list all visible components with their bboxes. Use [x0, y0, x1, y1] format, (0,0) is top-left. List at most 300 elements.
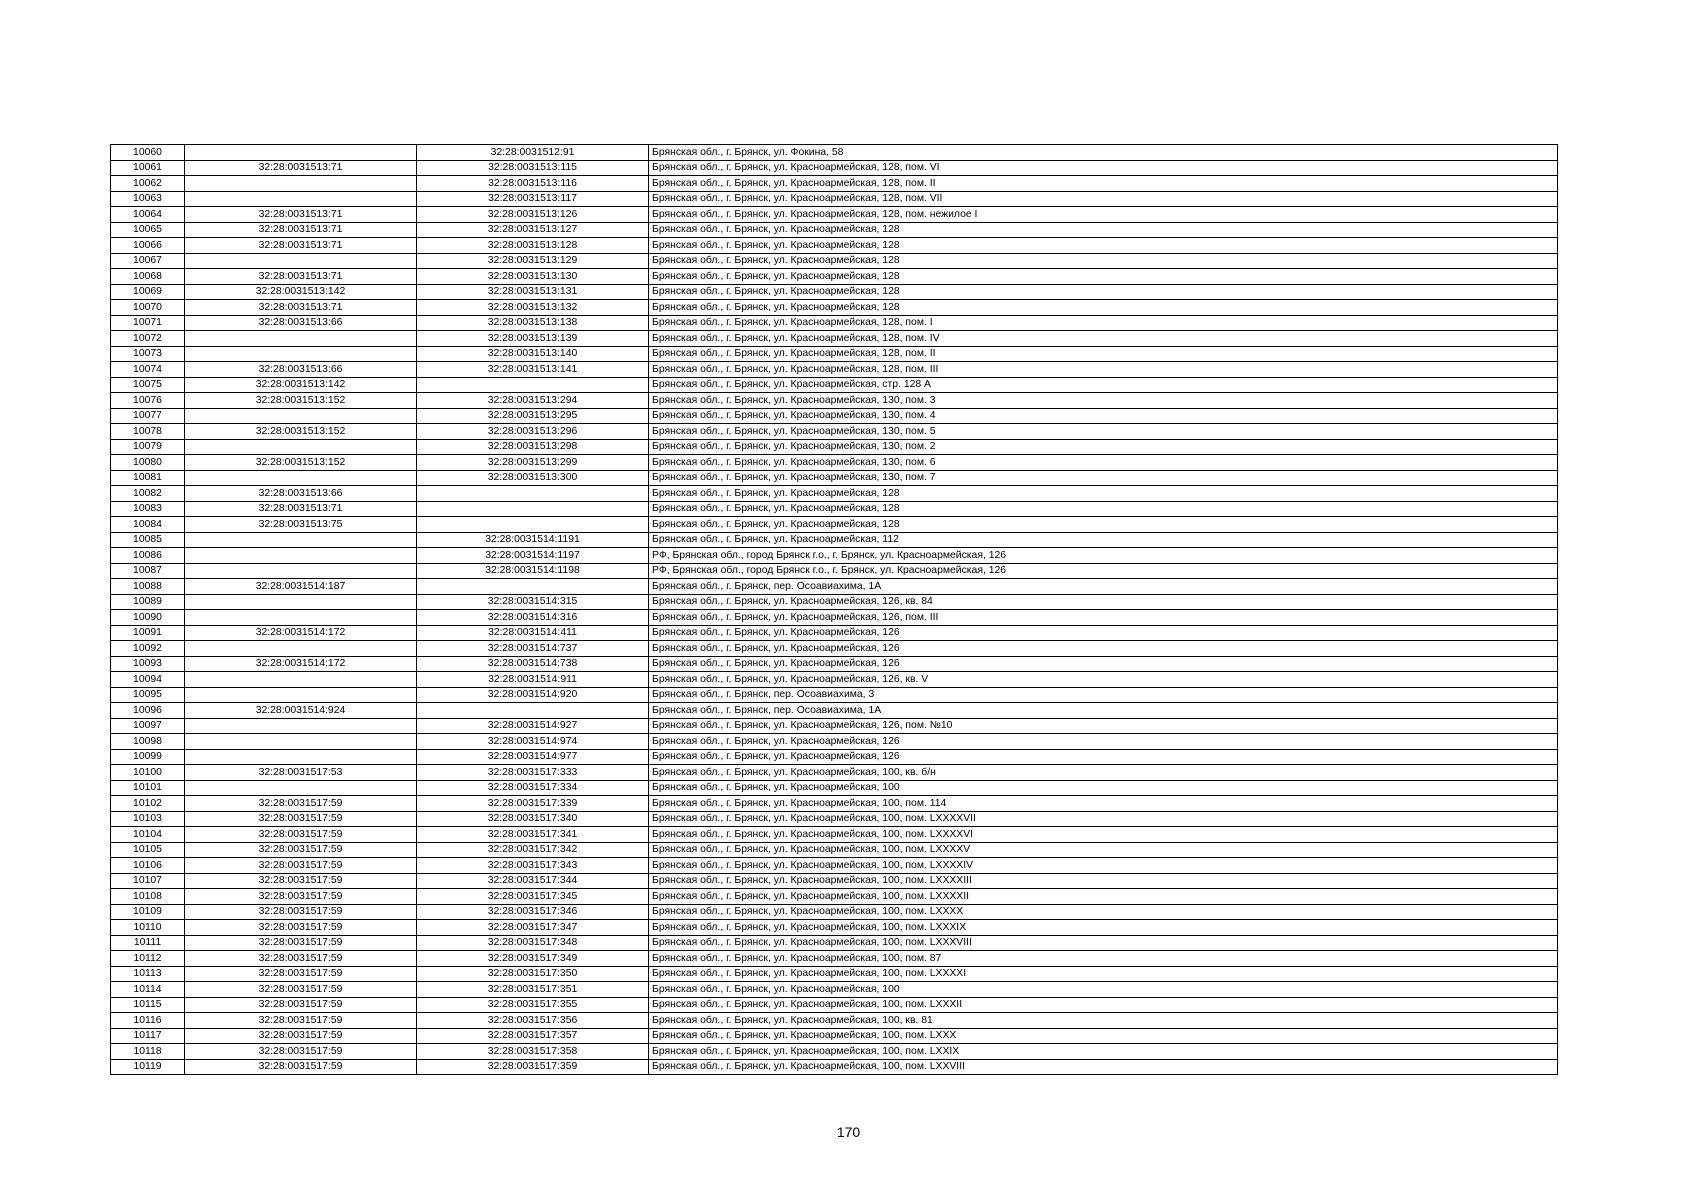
address: Брянская обл., г. Брянск, ул. Красноармейская, 100 [649, 982, 1558, 998]
address: Брянская обл., г. Брянск, ул. Красноармейская, 128, пом. IV [649, 331, 1558, 347]
parent-cadastral-number: 32:28:0031513:142 [185, 284, 417, 300]
address: Брянская обл., г. Брянск, ул. Красноармейская, 100, пом. LXXXXVII [649, 811, 1558, 827]
address: Брянская обл., г. Брянск, ул. Красноармейская, 126, кв. V [649, 672, 1558, 688]
table-row [111, 176, 1558, 192]
table-row [111, 486, 1558, 502]
row-number: 10074 [111, 362, 185, 378]
table-row [111, 672, 1558, 688]
cadastral-number: 32:28:0031513:294 [417, 393, 649, 409]
table-row [111, 315, 1558, 331]
row-number: 10114 [111, 982, 185, 998]
table-row [111, 951, 1558, 967]
parent-cadastral-number: 32:28:0031517:53 [185, 765, 417, 781]
row-number: 10073 [111, 346, 185, 362]
cadastral-number: 32:28:0031513:295 [417, 408, 649, 424]
row-number: 10075 [111, 377, 185, 393]
parent-cadastral-number: 32:28:0031517:59 [185, 935, 417, 951]
parent-cadastral-number: 32:28:0031517:59 [185, 858, 417, 874]
cadastral-number: 32:28:0031514:977 [417, 749, 649, 765]
parent-cadastral-number: 32:28:0031517:59 [185, 796, 417, 812]
address: Брянская обл., г. Брянск, ул. Красноармейская, 126 [649, 734, 1558, 750]
table-row [111, 377, 1558, 393]
table-row [111, 439, 1558, 455]
table-row [111, 1059, 1558, 1075]
parent-cadastral-number: 32:28:0031517:59 [185, 904, 417, 920]
parent-cadastral-number [185, 687, 417, 703]
address: Брянская обл., г. Брянск, ул. Красноармейская, 128, пом. III [649, 362, 1558, 378]
cadastral-number: 32:28:0031517:359 [417, 1059, 649, 1075]
cadastral-number: 32:28:0031513:116 [417, 176, 649, 192]
table-row [111, 424, 1558, 440]
address: Брянская обл., г. Брянск, ул. Красноармейская, 130, пом. 5 [649, 424, 1558, 440]
address: Брянская обл., г. Брянск, ул. Красноармейская, 100, пом. LXXXXI [649, 966, 1558, 982]
row-number: 10092 [111, 641, 185, 657]
address: Брянская обл., г. Брянск, ул. Красноармейская, 128, пом. I [649, 315, 1558, 331]
cadastral-number: 32:28:0031517:358 [417, 1044, 649, 1060]
row-number: 10063 [111, 191, 185, 207]
address: Брянская обл., г. Брянск, пер. Осоавиахима, 1А [649, 703, 1558, 719]
parent-cadastral-number [185, 749, 417, 765]
parent-cadastral-number [185, 532, 417, 548]
cadastral-number: 32:28:0031513:140 [417, 346, 649, 362]
table-row [111, 269, 1558, 285]
address: Брянская обл., г. Брянск, ул. Красноармейская, 128, пом. II [649, 346, 1558, 362]
row-number: 10091 [111, 625, 185, 641]
table-row [111, 455, 1558, 471]
parent-cadastral-number [185, 718, 417, 734]
table-row [111, 796, 1558, 812]
parent-cadastral-number: 32:28:0031513:152 [185, 393, 417, 409]
row-number: 10079 [111, 439, 185, 455]
parent-cadastral-number: 32:28:0031513:142 [185, 377, 417, 393]
cadastral-number: 32:28:0031513:131 [417, 284, 649, 300]
table-row [111, 548, 1558, 564]
parent-cadastral-number: 32:28:0031513:71 [185, 222, 417, 238]
parent-cadastral-number: 32:28:0031517:59 [185, 951, 417, 967]
cadastral-number: 32:28:0031513:132 [417, 300, 649, 316]
cadastral-number: 32:28:0031514:974 [417, 734, 649, 750]
cadastral-number: 32:28:0031513:138 [417, 315, 649, 331]
row-number: 10085 [111, 532, 185, 548]
address: Брянская обл., г. Брянск, ул. Красноармейская, 128, пом. VII [649, 191, 1558, 207]
address: Брянская обл., г. Брянск, ул. Красноармейская, 100, пом. LXXXII [649, 997, 1558, 1013]
cadastral-number: 32:28:0031517:334 [417, 780, 649, 796]
table-row [111, 362, 1558, 378]
address: Брянская обл., г. Брянск, ул. Красноармейская, 126 [649, 656, 1558, 672]
cadastral-number: 32:28:0031514:1198 [417, 563, 649, 579]
address: Брянская обл., г. Брянск, ул. Красноармейская, 130, пом. 4 [649, 408, 1558, 424]
parent-cadastral-number [185, 176, 417, 192]
row-number: 10115 [111, 997, 185, 1013]
row-number: 10090 [111, 610, 185, 626]
row-number: 10094 [111, 672, 185, 688]
parent-cadastral-number: 32:28:0031513:71 [185, 160, 417, 176]
row-number: 10117 [111, 1028, 185, 1044]
row-number: 10095 [111, 687, 185, 703]
parent-cadastral-number: 32:28:0031513:71 [185, 207, 417, 223]
cadastral-number: 32:28:0031512:91 [417, 145, 649, 161]
row-number: 10061 [111, 160, 185, 176]
table-row [111, 997, 1558, 1013]
table-row [111, 765, 1558, 781]
row-number: 10101 [111, 780, 185, 796]
parent-cadastral-number: 32:28:0031514:172 [185, 625, 417, 641]
row-number: 10106 [111, 858, 185, 874]
row-number: 10087 [111, 563, 185, 579]
table-row [111, 935, 1558, 951]
cadastral-number: 32:28:0031517:333 [417, 765, 649, 781]
parent-cadastral-number: 32:28:0031517:59 [185, 827, 417, 843]
table-row [111, 579, 1558, 595]
table-row [111, 191, 1558, 207]
cadastral-number: 32:28:0031514:738 [417, 656, 649, 672]
row-number: 10118 [111, 1044, 185, 1060]
cadastral-number: 32:28:0031513:128 [417, 238, 649, 254]
address: Брянская обл., г. Брянск, ул. Красноармейская, 130, пом. 7 [649, 470, 1558, 486]
cadastral-number: 32:28:0031517:348 [417, 935, 649, 951]
parent-cadastral-number: 32:28:0031513:66 [185, 486, 417, 502]
row-number: 10107 [111, 873, 185, 889]
cadastral-number: 32:28:0031517:356 [417, 1013, 649, 1029]
address: Брянская обл., г. Брянск, ул. Красноармейская, 128 [649, 253, 1558, 269]
cadastral-number [417, 703, 649, 719]
address: Брянская обл., г. Брянск, ул. Красноармейская, 100, пом. LXXXX [649, 904, 1558, 920]
table-row [111, 253, 1558, 269]
parent-cadastral-number: 32:28:0031517:59 [185, 873, 417, 889]
address: Брянская обл., г. Брянск, пер. Осоавиахима, 3 [649, 687, 1558, 703]
address: Брянская обл., г. Брянск, ул. Красноармейская, 100, пом. LXXXVIII [649, 935, 1558, 951]
address: Брянская обл., г. Брянск, ул. Красноармейская, 128 [649, 269, 1558, 285]
row-number: 10069 [111, 284, 185, 300]
parent-cadastral-number: 32:28:0031513:71 [185, 238, 417, 254]
cadastral-number: 32:28:0031517:351 [417, 982, 649, 998]
cadastral-number: 32:28:0031514:737 [417, 641, 649, 657]
parent-cadastral-number [185, 594, 417, 610]
parent-cadastral-number: 32:28:0031517:59 [185, 966, 417, 982]
cadastral-number: 32:28:0031517:357 [417, 1028, 649, 1044]
table-row [111, 827, 1558, 843]
parent-cadastral-number: 32:28:0031514:172 [185, 656, 417, 672]
table-row [111, 517, 1558, 533]
parent-cadastral-number: 32:28:0031514:924 [185, 703, 417, 719]
table-row [111, 858, 1558, 874]
table-row [111, 393, 1558, 409]
row-number: 10067 [111, 253, 185, 269]
row-number: 10084 [111, 517, 185, 533]
table-row [111, 563, 1558, 579]
address: РФ, Брянская обл., город Брянск г.о., г. Брянск, ул. Красноармейская, 126 [649, 563, 1558, 579]
table-row [111, 703, 1558, 719]
row-number: 10103 [111, 811, 185, 827]
table-row [111, 656, 1558, 672]
address: Брянская обл., г. Брянск, ул. Красноармейская, 128 [649, 517, 1558, 533]
table-row [111, 207, 1558, 223]
parent-cadastral-number [185, 548, 417, 564]
row-number: 10072 [111, 331, 185, 347]
table-row [111, 222, 1558, 238]
row-number: 10065 [111, 222, 185, 238]
address: Брянская обл., г. Брянск, ул. Красноармейская, 128, пом. нежилое I [649, 207, 1558, 223]
table-row [111, 811, 1558, 827]
parent-cadastral-number: 32:28:0031517:59 [185, 842, 417, 858]
table-row [111, 331, 1558, 347]
cadastral-number: 32:28:0031513:300 [417, 470, 649, 486]
address: Брянская обл., г. Брянск, ул. Красноармейская, 100, пом. LXXXIX [649, 920, 1558, 936]
cadastral-number: 32:28:0031513:115 [417, 160, 649, 176]
cadastral-number: 32:28:0031517:339 [417, 796, 649, 812]
row-number: 10080 [111, 455, 185, 471]
table-row [111, 501, 1558, 517]
address: Брянская обл., г. Брянск, ул. Красноармейская, 128, пом. VI [649, 160, 1558, 176]
cadastral-number: 32:28:0031514:1191 [417, 532, 649, 548]
table-row [111, 982, 1558, 998]
cadastral-number [417, 579, 649, 595]
parent-cadastral-number: 32:28:0031517:59 [185, 1059, 417, 1075]
table-row [111, 718, 1558, 734]
page-number: 170 [836, 1124, 861, 1140]
address: Брянская обл., г. Брянск, ул. Красноармейская, 100, пом. LXXXXII [649, 889, 1558, 905]
row-number: 10078 [111, 424, 185, 440]
row-number: 10070 [111, 300, 185, 316]
address: Брянская обл., г. Брянск, ул. Красноармейская, 126 [649, 749, 1558, 765]
row-number: 10088 [111, 579, 185, 595]
row-number: 10076 [111, 393, 185, 409]
parent-cadastral-number: 32:28:0031513:71 [185, 501, 417, 517]
cadastral-number: 32:28:0031513:296 [417, 424, 649, 440]
parent-cadastral-number: 32:28:0031513:152 [185, 455, 417, 471]
row-number: 10116 [111, 1013, 185, 1029]
address: Брянская обл., г. Брянск, ул. Красноармейская, 100, пом. LXXXXIV [649, 858, 1558, 874]
cadastral-number: 32:28:0031517:345 [417, 889, 649, 905]
cadastral-number: 32:28:0031517:349 [417, 951, 649, 967]
cadastral-number: 32:28:0031513:127 [417, 222, 649, 238]
table-row [111, 610, 1558, 626]
cadastral-number: 32:28:0031513:298 [417, 439, 649, 455]
parent-cadastral-number: 32:28:0031517:59 [185, 982, 417, 998]
table-row [111, 238, 1558, 254]
row-number: 10113 [111, 966, 185, 982]
row-number: 10062 [111, 176, 185, 192]
address: Брянская обл., г. Брянск, ул. Красноармейская, 100, пом. LXXX [649, 1028, 1558, 1044]
parent-cadastral-number [185, 672, 417, 688]
cadastral-number: 32:28:0031514:411 [417, 625, 649, 641]
row-number: 10066 [111, 238, 185, 254]
parent-cadastral-number: 32:28:0031513:66 [185, 362, 417, 378]
document-table [110, 144, 1558, 1075]
table-row [111, 966, 1558, 982]
cadastral-number: 32:28:0031514:927 [417, 718, 649, 734]
row-number: 10100 [111, 765, 185, 781]
parent-cadastral-number [185, 470, 417, 486]
table-body [111, 145, 1558, 1075]
address: Брянская обл., г. Брянск, ул. Красноармейская, 100, пом. 114 [649, 796, 1558, 812]
address: Брянская обл., г. Брянск, пер. Осоавиахима, 1А [649, 579, 1558, 595]
row-number: 10071 [111, 315, 185, 331]
cadastral-number: 32:28:0031517:346 [417, 904, 649, 920]
address: Брянская обл., г. Брянск, ул. Красноармейская, 130, пом. 6 [649, 455, 1558, 471]
parent-cadastral-number: 32:28:0031517:59 [185, 1044, 417, 1060]
row-number: 10102 [111, 796, 185, 812]
row-number: 10097 [111, 718, 185, 734]
cadastral-number: 32:28:0031514:1197 [417, 548, 649, 564]
table-row [111, 904, 1558, 920]
table-row [111, 532, 1558, 548]
address: Брянская обл., г. Брянск, ул. Красноармейская, 126, пом. №10 [649, 718, 1558, 734]
row-number: 10112 [111, 951, 185, 967]
cadastral-number [417, 517, 649, 533]
cadastral-number: 32:28:0031513:117 [417, 191, 649, 207]
parent-cadastral-number: 32:28:0031513:152 [185, 424, 417, 440]
parent-cadastral-number: 32:28:0031517:59 [185, 889, 417, 905]
table-row [111, 300, 1558, 316]
parent-cadastral-number [185, 253, 417, 269]
cadastral-number: 32:28:0031513:139 [417, 331, 649, 347]
address: Брянская обл., г. Брянск, ул. Красноармейская, 128 [649, 284, 1558, 300]
parent-cadastral-number [185, 191, 417, 207]
row-number: 10081 [111, 470, 185, 486]
table-row [111, 687, 1558, 703]
address: Брянская обл., г. Брянск, ул. Красноармейская, 112 [649, 532, 1558, 548]
address: Брянская обл., г. Брянск, ул. Красноармейская, 130, пом. 3 [649, 393, 1558, 409]
table-row [111, 889, 1558, 905]
table-row [111, 625, 1558, 641]
table-row [111, 284, 1558, 300]
table-row [111, 920, 1558, 936]
address: Брянская обл., г. Брянск, ул. Красноармейская, стр. 128 А [649, 377, 1558, 393]
cadastral-number: 32:28:0031513:130 [417, 269, 649, 285]
parent-cadastral-number: 32:28:0031517:59 [185, 1028, 417, 1044]
address: Брянская обл., г. Брянск, ул. Красноармейская, 128 [649, 501, 1558, 517]
address: Брянская обл., г. Брянск, ул. Красноармейская, 100 [649, 780, 1558, 796]
cadastral-number: 32:28:0031517:342 [417, 842, 649, 858]
cadastral-number [417, 501, 649, 517]
parent-cadastral-number [185, 780, 417, 796]
parent-cadastral-number [185, 610, 417, 626]
row-number: 10108 [111, 889, 185, 905]
table-row [111, 1028, 1558, 1044]
address: Брянская обл., г. Брянск, ул. Красноармейская, 100, пом. LXXIX [649, 1044, 1558, 1060]
cadastral-number: 32:28:0031513:299 [417, 455, 649, 471]
row-number: 10109 [111, 904, 185, 920]
row-number: 10098 [111, 734, 185, 750]
cadastral-number: 32:28:0031514:315 [417, 594, 649, 610]
table-row [111, 346, 1558, 362]
address: Брянская обл., г. Брянск, ул. Красноармейская, 128, пом. II [649, 176, 1558, 192]
table-row [111, 749, 1558, 765]
table-row [111, 842, 1558, 858]
address: Брянская обл., г. Брянск, ул. Красноармейская, 100, пом. LXXXXVI [649, 827, 1558, 843]
parent-cadastral-number [185, 331, 417, 347]
address: Брянская обл., г. Брянск, ул. Красноармейская, 100, кв. б/н [649, 765, 1558, 781]
address: Брянская обл., г. Брянск, ул. Красноармейская, 130, пом. 2 [649, 439, 1558, 455]
table-row [111, 1013, 1558, 1029]
address: Брянская обл., г. Брянск, ул. Красноармейская, 128 [649, 486, 1558, 502]
row-number: 10083 [111, 501, 185, 517]
row-number: 10099 [111, 749, 185, 765]
parent-cadastral-number [185, 408, 417, 424]
cadastral-number: 32:28:0031517:343 [417, 858, 649, 874]
address: Брянская обл., г. Брянск, ул. Красноармейская, 128 [649, 238, 1558, 254]
parent-cadastral-number [185, 641, 417, 657]
cadastral-number: 32:28:0031517:355 [417, 997, 649, 1013]
address: Брянская обл., г. Брянск, ул. Красноармейская, 100, пом. LXXVIII [649, 1059, 1558, 1075]
cadastral-number: 32:28:0031513:141 [417, 362, 649, 378]
address: Брянская обл., г. Брянск, ул. Красноармейская, 126, пом. III [649, 610, 1558, 626]
parent-cadastral-number: 32:28:0031517:59 [185, 920, 417, 936]
table-row [111, 408, 1558, 424]
address: Брянская обл., г. Брянск, ул. Красноармейская, 100, пом. LXXXXV [649, 842, 1558, 858]
row-number: 10104 [111, 827, 185, 843]
parent-cadastral-number: 32:28:0031517:59 [185, 1013, 417, 1029]
address: Брянская обл., г. Брянск, ул. Красноармейская, 100, кв. 81 [649, 1013, 1558, 1029]
cadastral-number: 32:28:0031514:920 [417, 687, 649, 703]
row-number: 10064 [111, 207, 185, 223]
parent-cadastral-number: 32:28:0031513:66 [185, 315, 417, 331]
cadastral-number: 32:28:0031517:344 [417, 873, 649, 889]
cadastral-number: 32:28:0031514:911 [417, 672, 649, 688]
row-number: 10110 [111, 920, 185, 936]
cadastral-number [417, 486, 649, 502]
address: Брянская обл., г. Брянск, ул. Красноармейская, 128 [649, 222, 1558, 238]
address: Брянская обл., г. Брянск, ул. Красноармейская, 100, пом. 87 [649, 951, 1558, 967]
cadastral-number: 32:28:0031513:129 [417, 253, 649, 269]
table-row [111, 470, 1558, 486]
row-number: 10093 [111, 656, 185, 672]
row-number: 10119 [111, 1059, 185, 1075]
table-row [111, 873, 1558, 889]
table-row [111, 594, 1558, 610]
address: Брянская обл., г. Брянск, ул. Фокина, 58 [649, 145, 1558, 161]
parent-cadastral-number: 32:28:0031517:59 [185, 811, 417, 827]
address: Брянская обл., г. Брянск, ул. Красноармейская, 100, пом. LXXXXIII [649, 873, 1558, 889]
table-row [111, 1044, 1558, 1060]
parent-cadastral-number: 32:28:0031514:187 [185, 579, 417, 595]
table-row [111, 160, 1558, 176]
parent-cadastral-number [185, 439, 417, 455]
cadastral-number: 32:28:0031517:341 [417, 827, 649, 843]
parent-cadastral-number: 32:28:0031513:71 [185, 300, 417, 316]
parent-cadastral-number: 32:28:0031513:75 [185, 517, 417, 533]
row-number: 10086 [111, 548, 185, 564]
address: Брянская обл., г. Брянск, ул. Красноармейская, 126, кв. 84 [649, 594, 1558, 610]
row-number: 10077 [111, 408, 185, 424]
parent-cadastral-number [185, 145, 417, 161]
table-row [111, 145, 1558, 161]
parent-cadastral-number: 32:28:0031517:59 [185, 997, 417, 1013]
address: Брянская обл., г. Брянск, ул. Красноармейская, 128 [649, 300, 1558, 316]
address: Брянская обл., г. Брянск, ул. Красноармейская, 126 [649, 625, 1558, 641]
cadastral-number: 32:28:0031517:347 [417, 920, 649, 936]
cadastral-number [417, 377, 649, 393]
cadastral-number: 32:28:0031513:126 [417, 207, 649, 223]
row-number: 10089 [111, 594, 185, 610]
row-number: 10082 [111, 486, 185, 502]
table-row [111, 641, 1558, 657]
row-number: 10111 [111, 935, 185, 951]
table-row [111, 780, 1558, 796]
cadastral-number: 32:28:0031514:316 [417, 610, 649, 626]
cadastral-number: 32:28:0031517:350 [417, 966, 649, 982]
address: Брянская обл., г. Брянск, ул. Красноармейская, 126 [649, 641, 1558, 657]
parent-cadastral-number [185, 563, 417, 579]
cadastral-number: 32:28:0031517:340 [417, 811, 649, 827]
row-number: 10068 [111, 269, 185, 285]
address: РФ, Брянская обл., город Брянск г.о., г. Брянск, ул. Красноармейская, 126 [649, 548, 1558, 564]
parent-cadastral-number: 32:28:0031513:71 [185, 269, 417, 285]
row-number: 10060 [111, 145, 185, 161]
row-number: 10096 [111, 703, 185, 719]
parent-cadastral-number [185, 734, 417, 750]
